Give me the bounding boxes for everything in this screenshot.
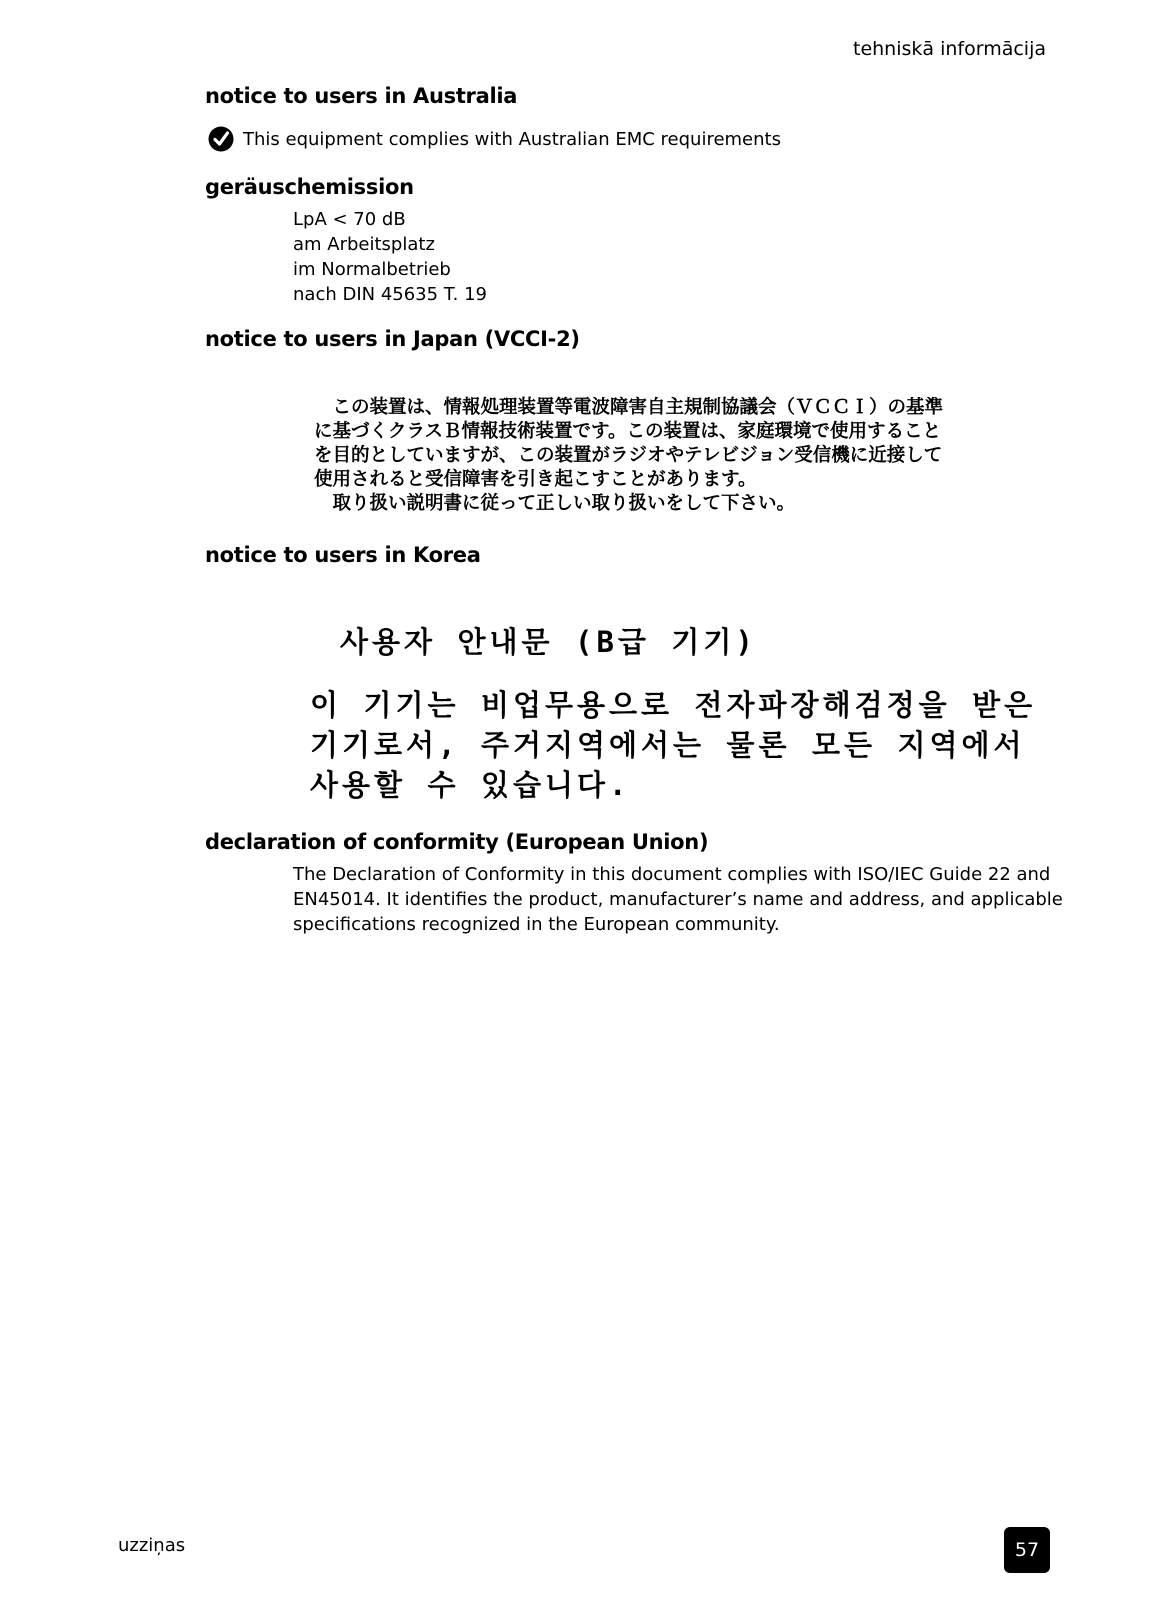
japan-line: 使用されると受信障害を引き起こすことがあります。 bbox=[314, 469, 757, 490]
korea-title: 사용자 안내문 (B급 기기) bbox=[340, 625, 757, 659]
running-header: tehniskā informācija bbox=[853, 38, 1046, 60]
japan-line: この装置は、情報処理装置等電波障害自主規制協議会（ＶＣＣＩ）の基準 bbox=[314, 397, 944, 418]
footer-section-label: uzziņas bbox=[118, 1535, 186, 1556]
eu-line: The Declaration of Conformity in this document complies with ISO/IEC Guide 22 and bbox=[293, 864, 1051, 885]
korea-line: 이 기기는 비업무용으로 전자파장해검정을 받은 bbox=[310, 688, 1037, 722]
japan-line: 取り扱い説明書に従って正しい取り扱いをして下さい。 bbox=[314, 493, 796, 514]
page-number: 57 bbox=[1004, 1527, 1050, 1573]
noise-line: im Normalbetrieb bbox=[293, 259, 451, 280]
korea-line: 기기로서, 주거지역에서는 물론 모든 지역에서 bbox=[310, 728, 1026, 762]
japan-line: を目的としていますが、この装置がラジオやテレビジョン受信機に近接して bbox=[314, 445, 943, 466]
japan-heading: notice to users in Japan (VCCI-2) bbox=[205, 327, 580, 351]
korea-statement bbox=[310, 620, 1036, 805]
australia-heading: notice to users in Australia bbox=[205, 84, 518, 108]
c-tick-icon bbox=[208, 126, 234, 152]
australia-statement-row bbox=[208, 126, 781, 152]
korea-heading: notice to users in Korea bbox=[205, 543, 481, 567]
noise-lines bbox=[293, 207, 487, 307]
noise-line: LpA < 70 dB bbox=[293, 209, 406, 230]
eu-line: specifications recognized in the European community. bbox=[293, 914, 780, 935]
eu-line: EN45014. It identifies the product, manufacturer’s name and address, and applicable bbox=[293, 889, 1063, 910]
japan-line: に基づくクラスＢ情報技術装置です。この装置は、家庭環境で使用すること bbox=[314, 421, 941, 442]
australia-statement: This equipment complies with Australian EMC requirements bbox=[243, 128, 781, 150]
eu-heading: declaration of conformity (European Union) bbox=[205, 830, 709, 854]
noise-line: am Arbeitsplatz bbox=[293, 234, 435, 255]
japan-vcci-statement bbox=[314, 396, 943, 516]
korea-line: 사용할 수 있습니다. bbox=[310, 768, 631, 802]
eu-paragraph bbox=[293, 862, 1063, 937]
noise-heading: geräuschemission bbox=[205, 175, 414, 199]
noise-line: nach DIN 45635 T. 19 bbox=[293, 284, 488, 305]
